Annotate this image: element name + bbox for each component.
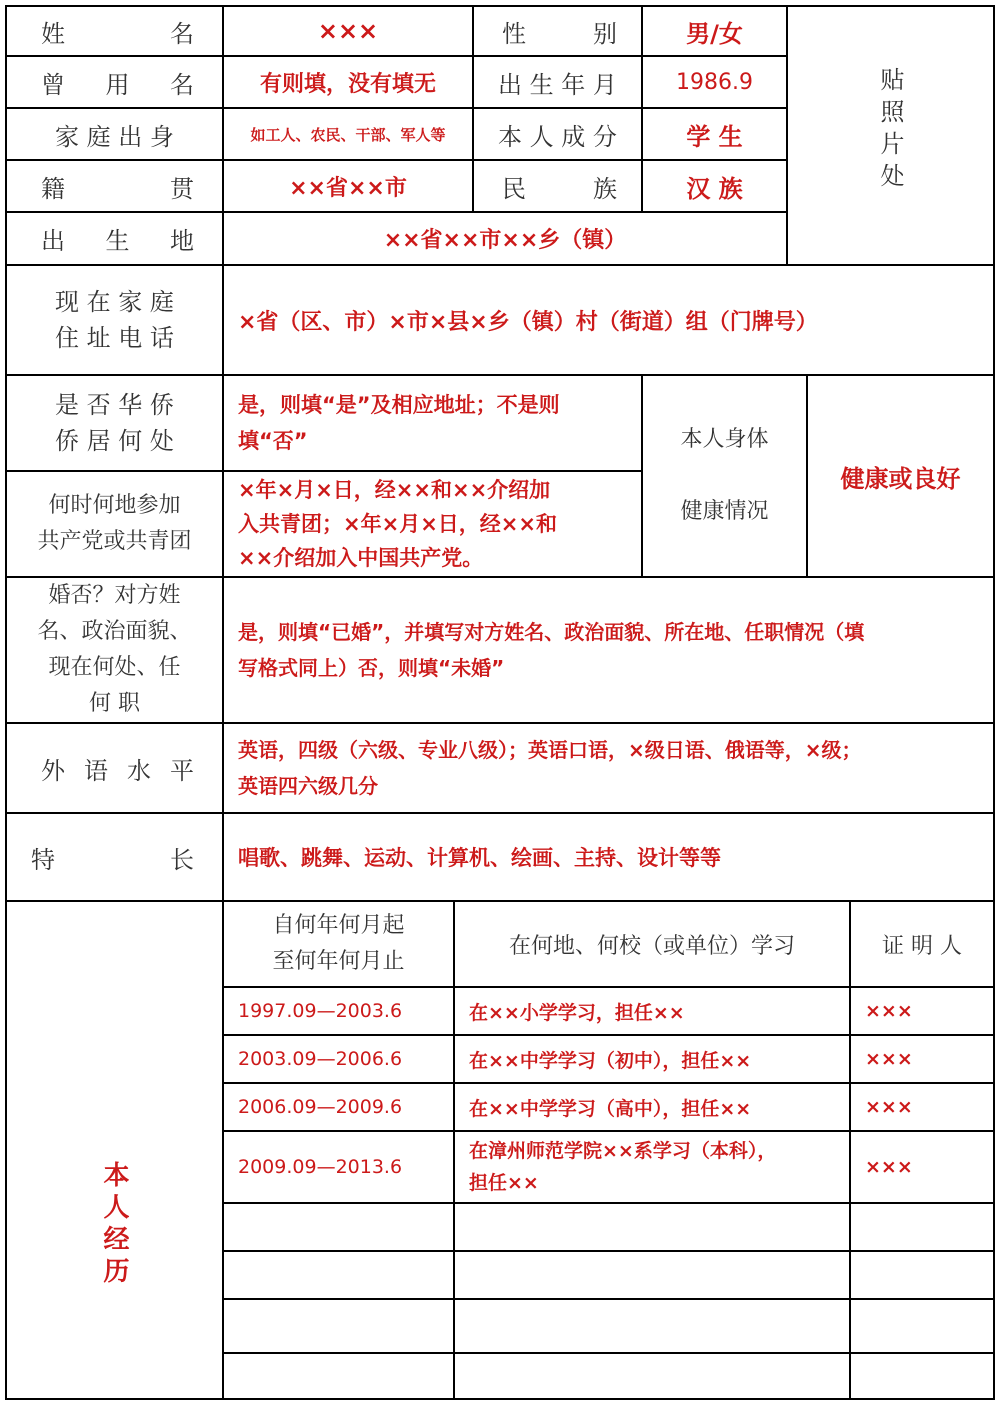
history-place[interactable]: 在××小学学习，担任××: [469, 1001, 685, 1024]
personal-status-value[interactable]: 学 生: [686, 122, 743, 151]
history-header-witness: 证 明 人: [882, 933, 962, 959]
history-period[interactable]: [224, 1354, 453, 1398]
native-place-label: 籍 贯: [41, 174, 194, 203]
history-witness[interactable]: [851, 1252, 993, 1298]
history-witness[interactable]: ×××: [865, 1096, 913, 1118]
history-place[interactable]: 在××中学学习（高中），担任××: [469, 1097, 752, 1120]
birthplace-value[interactable]: ××省××市××乡（镇）: [383, 228, 627, 253]
family-origin-label: 家 庭 出 身: [55, 122, 174, 151]
ethnicity-value[interactable]: 汉 族: [686, 174, 743, 203]
history-header-period: 自何年何月起 至何年何月止: [272, 913, 405, 974]
history-witness[interactable]: [851, 1204, 993, 1250]
birth-label: 出 生 年 月: [498, 70, 617, 99]
overseas-value[interactable]: 是，则填“是”及相应地址；不是则 填“否”: [238, 393, 560, 453]
address-value[interactable]: ×省（区、市）×市×县×乡（镇）村（街道）组（门牌号）: [238, 309, 818, 335]
history-period[interactable]: [224, 1252, 453, 1298]
gender-value[interactable]: 男/女: [686, 19, 743, 48]
address-label: 现 在 家 庭 住 址 电 话: [55, 288, 174, 352]
health-value[interactable]: 健康或良好: [840, 464, 961, 493]
family-origin-value[interactable]: 如工人、农民、干部、军人等: [250, 125, 446, 144]
history-label: 本人经历: [99, 1161, 129, 1289]
name-label: 姓 名: [41, 19, 194, 48]
birthplace-label: 出 生 地: [41, 227, 194, 255]
party-label: 何时何地参加 共产党或共青团: [37, 493, 192, 554]
native-place-value[interactable]: ××省××市: [289, 175, 407, 201]
former-name-value[interactable]: 有则填，没有填无: [259, 71, 436, 97]
language-value[interactable]: 英语，四级（六级、专业八级）；英语口语，×级日语、俄语等，×级； 英语四六级几分: [238, 738, 862, 798]
history-period[interactable]: 2003.09—2006.6: [238, 1048, 403, 1070]
history-period[interactable]: 2009.09—2013.6: [238, 1156, 403, 1178]
history-period[interactable]: 1997.09—2003.6: [238, 1000, 403, 1022]
specialty-label: 特 长: [31, 845, 194, 874]
specialty-value[interactable]: 唱歌、跳舞、运动、计算机、绘画、主持、设计等等: [238, 846, 721, 870]
history-place[interactable]: 在漳州师范学院××系学习（本科）， 担任××: [469, 1140, 777, 1194]
former-name-label: 曾 用 名: [41, 70, 194, 99]
history-witness[interactable]: [851, 1300, 993, 1352]
health-label: 本人身体 健康情况: [680, 427, 769, 524]
history-place[interactable]: [455, 1354, 849, 1398]
language-label: 外 语 水 平: [41, 756, 194, 785]
history-place[interactable]: [455, 1204, 849, 1250]
personal-status-label: 本 人 成 分: [498, 122, 617, 151]
history-witness[interactable]: ×××: [865, 1000, 913, 1022]
overseas-label: 是 否 华 侨 侨 居 何 处: [55, 391, 174, 455]
history-period[interactable]: [224, 1300, 453, 1352]
ethnicity-label: 民 族: [502, 174, 617, 203]
history-witness[interactable]: ×××: [865, 1048, 913, 1070]
history-place[interactable]: [455, 1300, 849, 1352]
photo-placeholder: 贴照片处: [876, 67, 904, 195]
history-period[interactable]: 2006.09—2009.6: [238, 1096, 403, 1118]
name-value[interactable]: ×××: [317, 17, 379, 45]
history-place[interactable]: [455, 1252, 849, 1298]
marriage-value[interactable]: 是，则填“已婚”，并填写对方姓名、政治面貌、所在地、任职情况（填 写格式同上）否，则填“未婚”: [238, 620, 865, 680]
marriage-label: 婚否？对方姓 名、政治面貌、 现在何处、任 何 职: [37, 583, 192, 716]
gender-label: 性 别: [502, 19, 617, 48]
history-period[interactable]: [224, 1204, 453, 1250]
party-value[interactable]: ×年×月×日，经××和××介绍加 入共青团；×年×月×日，经××和 ××介绍加入中国共产党。: [238, 478, 557, 570]
history-place[interactable]: 在××中学学习（初中），担任××: [469, 1049, 752, 1072]
birth-value[interactable]: 1986.9: [676, 69, 753, 95]
history-header-place: 在何地、何校（或单位）学习: [508, 933, 795, 959]
history-witness[interactable]: [851, 1354, 993, 1398]
history-witness[interactable]: ×××: [865, 1156, 913, 1178]
